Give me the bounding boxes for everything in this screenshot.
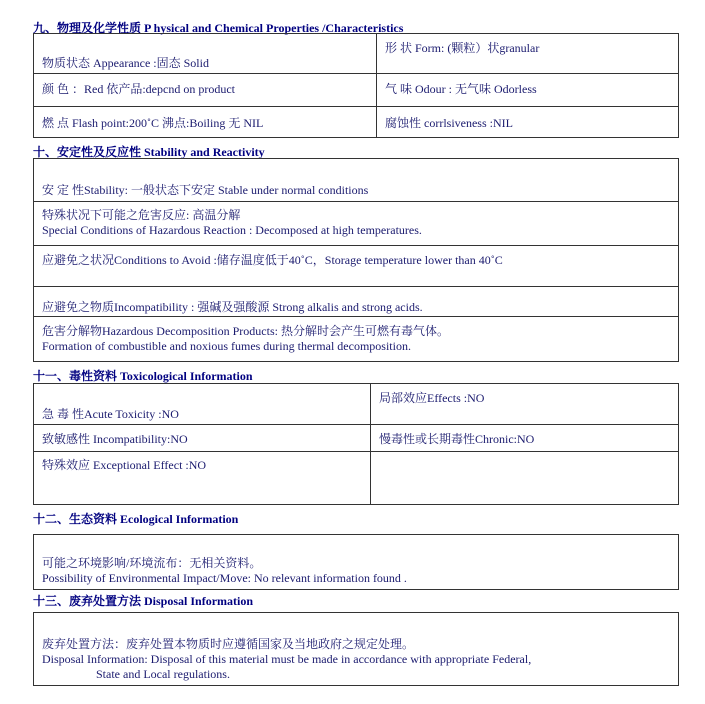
toxicology-table bbox=[33, 383, 679, 505]
environmental-impact-en: Possibility of Environmental Impact/Move: No relevant information found . bbox=[42, 571, 407, 585]
incompatibility-text: 应避免之物质Incompatibility : 强碱及强酸源 Strong alkalis and strong acids. bbox=[42, 300, 423, 314]
section-9-title: 九、物理及化学性质 P hysical and Chemical Properties /Characteristics bbox=[33, 21, 404, 35]
chronic-text: 慢毒性或长期毒性Chronic:NO bbox=[379, 432, 535, 446]
appearance-text: 物质状态 Appearance :固态 Solid bbox=[42, 56, 209, 70]
decomposition-cell bbox=[34, 317, 679, 362]
odour-cell bbox=[377, 74, 679, 107]
ecological-table bbox=[33, 534, 679, 590]
physical-properties-table bbox=[33, 33, 679, 138]
acute-toxicity-cell bbox=[34, 384, 371, 425]
color-text: 颜 色 ：Red 依产品:depcnd on product bbox=[42, 82, 235, 96]
conditions-to-avoid-cell bbox=[34, 246, 679, 287]
disposal-cell bbox=[34, 613, 679, 686]
corrosive-text: 腐蚀性 corrlsiveness :NIL bbox=[385, 116, 513, 130]
disposal-en-line1: Disposal Information: Disposal of this material must be made in accordance with appropriate Federal, bbox=[42, 652, 532, 666]
odour-text: 气 味 Odour : 无气味 Odorless bbox=[385, 82, 537, 96]
appearance-cell bbox=[34, 34, 377, 74]
chronic-cell bbox=[371, 425, 679, 452]
section-12-title: 十二、生态资料 Ecological Information bbox=[33, 512, 239, 526]
sensitization-cell bbox=[34, 425, 371, 452]
incompatibility-cell bbox=[34, 287, 679, 317]
form-cell bbox=[377, 34, 679, 74]
acute-toxicity-text: 急 毒 性Acute Toxicity :NO bbox=[42, 407, 179, 421]
stability-cell bbox=[34, 159, 679, 202]
exceptional-effect-text: 特殊效应 Exceptional Effect :NO bbox=[42, 458, 207, 472]
form-text: 形 状 Form: (颗粒）状granular bbox=[385, 41, 540, 55]
exceptional-effect-cell bbox=[34, 452, 371, 505]
flash-point-cell bbox=[34, 107, 377, 138]
special-conditions-cn: 特殊状况下可能之危害反应: 高温分解 bbox=[42, 208, 241, 222]
disposal-en-line2: State and Local regulations. bbox=[96, 667, 230, 681]
empty-cell bbox=[371, 452, 679, 505]
environmental-impact-cn: 可能之环境影响/环境流布：无相关资料。 bbox=[42, 556, 262, 570]
environmental-impact-cell bbox=[34, 535, 679, 590]
flash-point-text: 燃 点 Flash point:200˚C 沸点:Boiling 无 NIL bbox=[42, 116, 264, 130]
special-conditions-cell bbox=[34, 202, 679, 246]
section-13-title: 十三、废弃处置方法 Disposal Information bbox=[33, 594, 254, 608]
section-10-title: 十、安定性及反应性 Stability and Reactivity bbox=[33, 145, 265, 159]
local-effects-text: 局部效应Effects :NO bbox=[379, 391, 485, 405]
decomposition-cn: 危害分解物Hazardous Decomposition Products: 热分解时会产生可燃有毒气体。 bbox=[42, 324, 449, 338]
section-11-title: 十一、毒性资料 Toxicological Information bbox=[33, 369, 253, 383]
stability-table bbox=[33, 158, 679, 362]
local-effects-cell bbox=[371, 384, 679, 425]
conditions-to-avoid-text: 应避免之状况Conditions to Avoid :储存温度低于40˚C，Storage temperature lower than 40˚C bbox=[42, 253, 503, 267]
disposal-table bbox=[33, 612, 679, 686]
decomposition-en: Formation of combustible and noxious fumes during thermal decomposition. bbox=[42, 339, 411, 353]
corrosive-cell bbox=[377, 107, 679, 138]
stability-text: 安 定 性Stability: 一般状态下安定 Stable under normal conditions bbox=[42, 183, 369, 197]
color-cell bbox=[34, 74, 377, 107]
sensitization-text: 致敏感性 Incompatibility:NO bbox=[42, 432, 188, 446]
special-conditions-en: Special Conditions of Hazardous Reaction : Decomposed at high temperatures. bbox=[42, 223, 422, 237]
disposal-cn: 废弃处置方法：废弃处置本物质时应遵循国家及当地政府之规定处理。 bbox=[42, 637, 415, 651]
